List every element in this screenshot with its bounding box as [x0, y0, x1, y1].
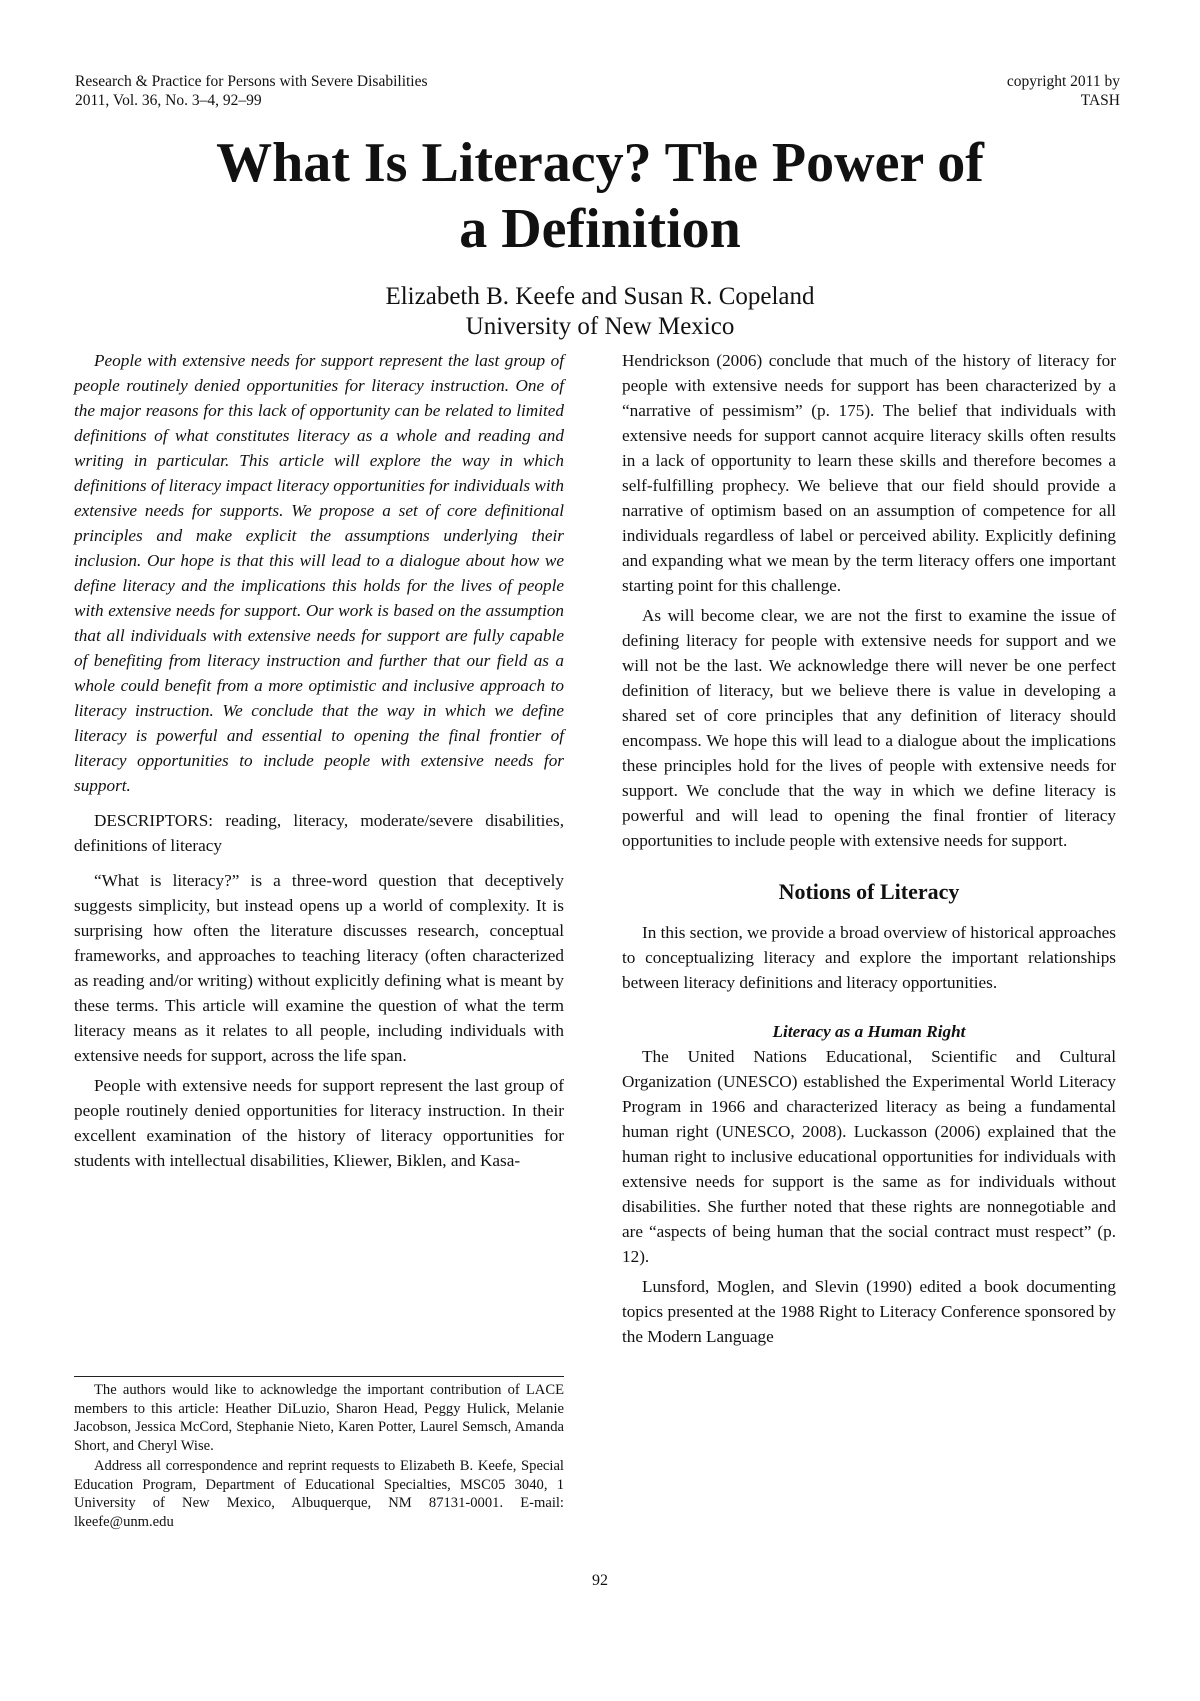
copyright-holder: TASH [1080, 92, 1120, 109]
journal-volume: 2011, Vol. 36, No. 3–4, 92–99 [75, 92, 262, 109]
right-column [622, 348, 1116, 1354]
author-affiliation: University of New Mexico [465, 313, 735, 340]
copyright-year: copyright 2011 by [1006, 73, 1120, 90]
body-paragraph: In this section, we provide a broad overview of historical approaches to conceptualizing literacy and explore the important relationships between literacy definitions and literacy opportunities. [622, 923, 1116, 992]
body-paragraph: The United Nations Educational, Scientific and Cultural Organization (UNESCO) established the Experimental World Literacy Program in 1966 and characterized literacy as being a fundamental human right (UNESCO, 2008). Luckasson (2006) explained that the human right to inclusive educational opportunities for individuals with extensive needs for support is the same as for individuals without disabilities. She further noted that these rights are nonnegotiable and are “aspects of being human that the social contract must respect” (p. 12). [622, 1047, 1116, 1266]
section-heading: Notions of Literacy [778, 879, 960, 904]
author-block [0, 282, 1200, 342]
copyright-notice [1007, 72, 1120, 110]
footnotes [74, 1376, 564, 1533]
footnote-divider [74, 1376, 564, 1377]
subsection-heading: Literacy as a Human Right [772, 1022, 966, 1041]
journal-name: Research & Practice for Persons with Severe Disabilities [75, 73, 428, 90]
page-number: 92 [592, 1572, 608, 1589]
descriptors-text: reading, literacy, moderate/severe disabilities, definitions of literacy [74, 811, 564, 855]
journal-citation [75, 72, 428, 110]
body-paragraph: As will become clear, we are not the first to examine the issue of defining literacy for people with extensive needs for support and we will not be the last. We acknowledge there will never be one perfect definition of literacy, but we believe there is value in developing a shared set of core principles that any definition of literacy should encompass. We hope this will lead to a dialogue about the implications these principles hold for the lives of people with extensive needs for support. We conclude that the way in which we define literacy is powerful and will lead to opening the final frontier of literacy opportunities to include people with extensive needs for support. [622, 606, 1116, 850]
body-paragraph: Lunsford, Moglen, and Slevin (1990) edited a book documenting topics presented at the 1988 Right to Literacy Conference sponsored by the Modern Language [622, 1277, 1116, 1346]
title-line-1: What Is Literacy? The Power of [216, 132, 984, 194]
footnote-acknowledgment: The authors would like to acknowledge the important contribution of LACE members to this article: Heather DiLuzio, Sharon Head, Peggy Hulick, Melanie Jacobson, Jessica McCord, Stephanie Nieto, Karen Potter, Laurel Semsch, Amanda Short, and Cheryl Wise. [74, 1382, 564, 1454]
title-line-2: a Definition [459, 198, 741, 260]
left-column [74, 348, 564, 1178]
body-paragraph: Hendrickson (2006) conclude that much of the history of literacy for people with extensive needs for support has been characterized by a “narrative of pessimism” (p. 175). The belief that individuals with extensive needs for support cannot acquire literacy skills often results in a lack of opportunity to learn these skills and therefore becomes a self-fulfilling prophecy. We believe that our field should provide a narrative of optimism based on an assumption of competence for all individuals regardless of label or perceived ability. Explicitly defining and expanding what we mean by the term literacy offers one important starting point for this challenge. [622, 351, 1116, 595]
descriptors-label: DESCRIPTORS: [94, 811, 214, 830]
footnote-correspondence: Address all correspondence and reprint requests to Elizabeth B. Keefe, Special Education Program, Department of Educational Specialties, MSC05 3040, 1 University of New Mexico, Albuquerque, NM 87131-0001. E-mail: lkeefe@unm.edu [74, 1458, 564, 1530]
article-title [150, 130, 1050, 262]
body-paragraph: “What is literacy?” is a three-word question that deceptively suggests simplicity, but instead opens up a world of complexity. It is surprising how often the literature discusses research, conceptual frameworks, and approaches to teaching literacy (often characterized as reading and/or writing) without explicitly defining what is meant by these terms. This article will examine the question of what the term literacy means as it relates to all people, including individuals with extensive needs for support, across the life span. [74, 871, 564, 1065]
body-paragraph: People with extensive needs for support represent the last group of people routinely denied opportunities for literacy instruction. In their excellent examination of the history of literacy opportunities for students with intellectual disabilities, Kliewer, Biklen, and Kasa- [74, 1076, 564, 1170]
author-names: Elizabeth B. Keefe and Susan R. Copeland [385, 283, 815, 310]
descriptors [74, 808, 564, 858]
abstract: People with extensive needs for support represent the last group of people routinely denied opportunities for literacy instruction. One of the major reasons for this lack of opportunity can be related to limited definitions of what constitutes literacy as a whole and reading and writing in particular. This article will explore the way in which definitions of literacy impact literacy opportunities for individuals with extensive needs for supports. We propose a set of core definitional principles and make explicit the assumptions underlying their inclusion. Our hope is that this will lead to a dialogue about how we define literacy and the implications this holds for the lives of people with extensive needs for support. Our work is based on the assumption that all individuals with extensive needs for support are fully capable of benefiting from literacy instruction and further that our field as a whole could benefit from a more optimistic and inclusive approach to literacy instruction. We conclude that the way in which we define literacy is powerful and essential to opening the final frontier of literacy opportunities to include people with extensive needs for support. [74, 351, 564, 795]
